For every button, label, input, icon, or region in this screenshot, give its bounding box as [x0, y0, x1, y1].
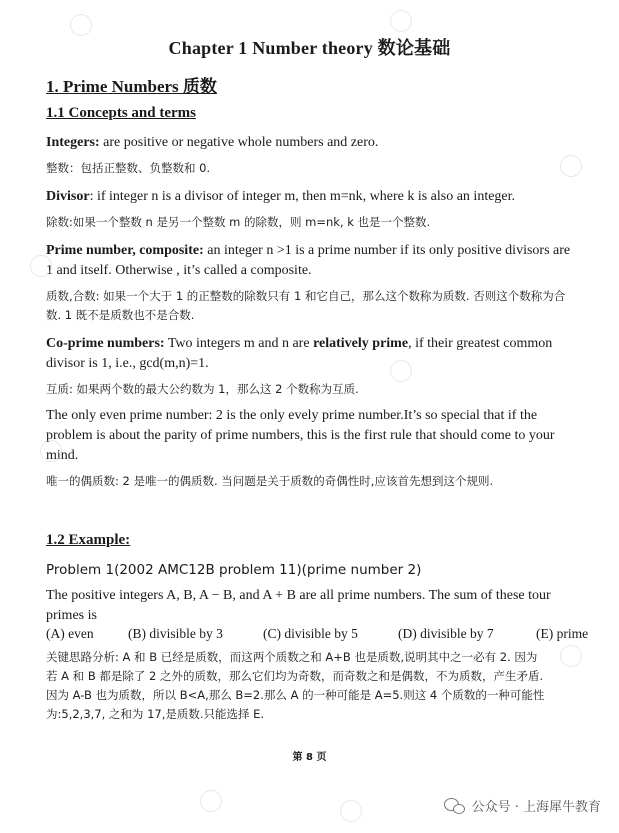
even-prime-paragraph: The only even prime number: 2 is the only evely prime number.It’s so special that if the problem is about the parity of prime numbers, this is the first rule that should come to your mind. [46, 408, 555, 463]
solution-cn: 关键思路分析: A 和 B 已经是质数，而这两个质数之和 A+B 也是质数,说明其中之一必有 2. 因为若 A 和 B 都是除了 2 之外的质数，那么它们均为奇数，而奇数之和是偶数，不为质数，产生矛盾. 因为 A-B 也为质数，所以 B<A,那么 B=2.那么 A 的一种可能是 A=5.则这 4 个质数的一种可能性为:5,2,3,7, 之和为 17,是质数.只能选择 E. [46, 650, 545, 721]
option-d: (D) divisible by 7 [398, 626, 494, 641]
subsection-heading-concepts: 1.1 Concepts and terms [46, 105, 196, 121]
coprime-text-b: , if their greatest common divisor is 1, i.e., gcd(m,n)=1. [46, 336, 553, 371]
prime-definition [46, 241, 576, 281]
coprime-definition [46, 334, 576, 374]
even-prime-cn: 唯一的偶质数: 2 是唯一的偶质数. 当问题是关于质数的奇偶性时,应该首先想到这个规则. [46, 474, 494, 488]
page-number: 第 8 页 [292, 752, 327, 763]
wechat-icon [444, 797, 466, 815]
problem-title: Problem 1(2002 AMC12B problem 11)(prime number 2) [46, 562, 422, 578]
section-heading-prime-numbers: 1. Prime Numbers 质数 [46, 77, 217, 96]
option-b: (B) divisible by 3 [128, 626, 223, 641]
option-e: (E) prime [536, 626, 589, 641]
coprime-text-a: Two integers m and n are [164, 336, 314, 351]
coprime-term: Co-prime numbers: [46, 336, 165, 351]
prime-cn: 质数,合数: 如果一个大于 1 的正整数的除数只有 1 和它自己，那么这个数称为质数. 否则这个数称为合数. 1 既不是质数也不是合数. [46, 289, 566, 322]
answer-options [46, 626, 606, 646]
integers-text: are positive or negative whole numbers and zero. [99, 135, 379, 150]
watermark-text: 公众号 · 上海犀牛教育 [471, 800, 601, 815]
divisor-text: : if integer n is a divisor of integer m, then m=nk, where k is also an integer. [89, 189, 516, 204]
prime-term: Prime number, composite: [46, 243, 204, 258]
divisor-cn: 除数:如果一个整数 n 是另一个整数 m 的除数，则 m=nk, k 也是一个整数. [46, 215, 431, 229]
prime-text: an integer n >1 is a prime number if its only positive divisors are 1 and itself. Otherwise , it’s called a composite. [46, 243, 571, 278]
watermark-stamp-icon [336, 796, 367, 827]
coprime-cn: 互质: 如果两个数的最大公约数为 1，那么这 2 个数称为互质. [46, 382, 359, 396]
problem-statement: The positive integers A, B, A − B, and A + B are all prime numbers. The sum of these tour primes is [46, 588, 551, 623]
integers-cn: 整数：包括正整数、负整数和 0. [46, 161, 211, 175]
option-a: (A) even [46, 626, 94, 641]
coprime-relatively-prime: relatively prime [313, 336, 409, 351]
integers-definition [46, 133, 576, 153]
chapter-title: Chapter 1 Number theory 数论基础 [168, 38, 451, 58]
option-c: (C) divisible by 5 [263, 626, 358, 641]
wechat-watermark [444, 796, 601, 815]
integers-term: Integers: [46, 135, 100, 150]
subsection-heading-example: 1.2 Example: [46, 532, 131, 548]
watermark-stamp-icon [386, 6, 417, 37]
divisor-term: Divisor [46, 189, 90, 204]
divisor-definition [46, 187, 576, 207]
watermark-stamp-icon [196, 786, 227, 817]
